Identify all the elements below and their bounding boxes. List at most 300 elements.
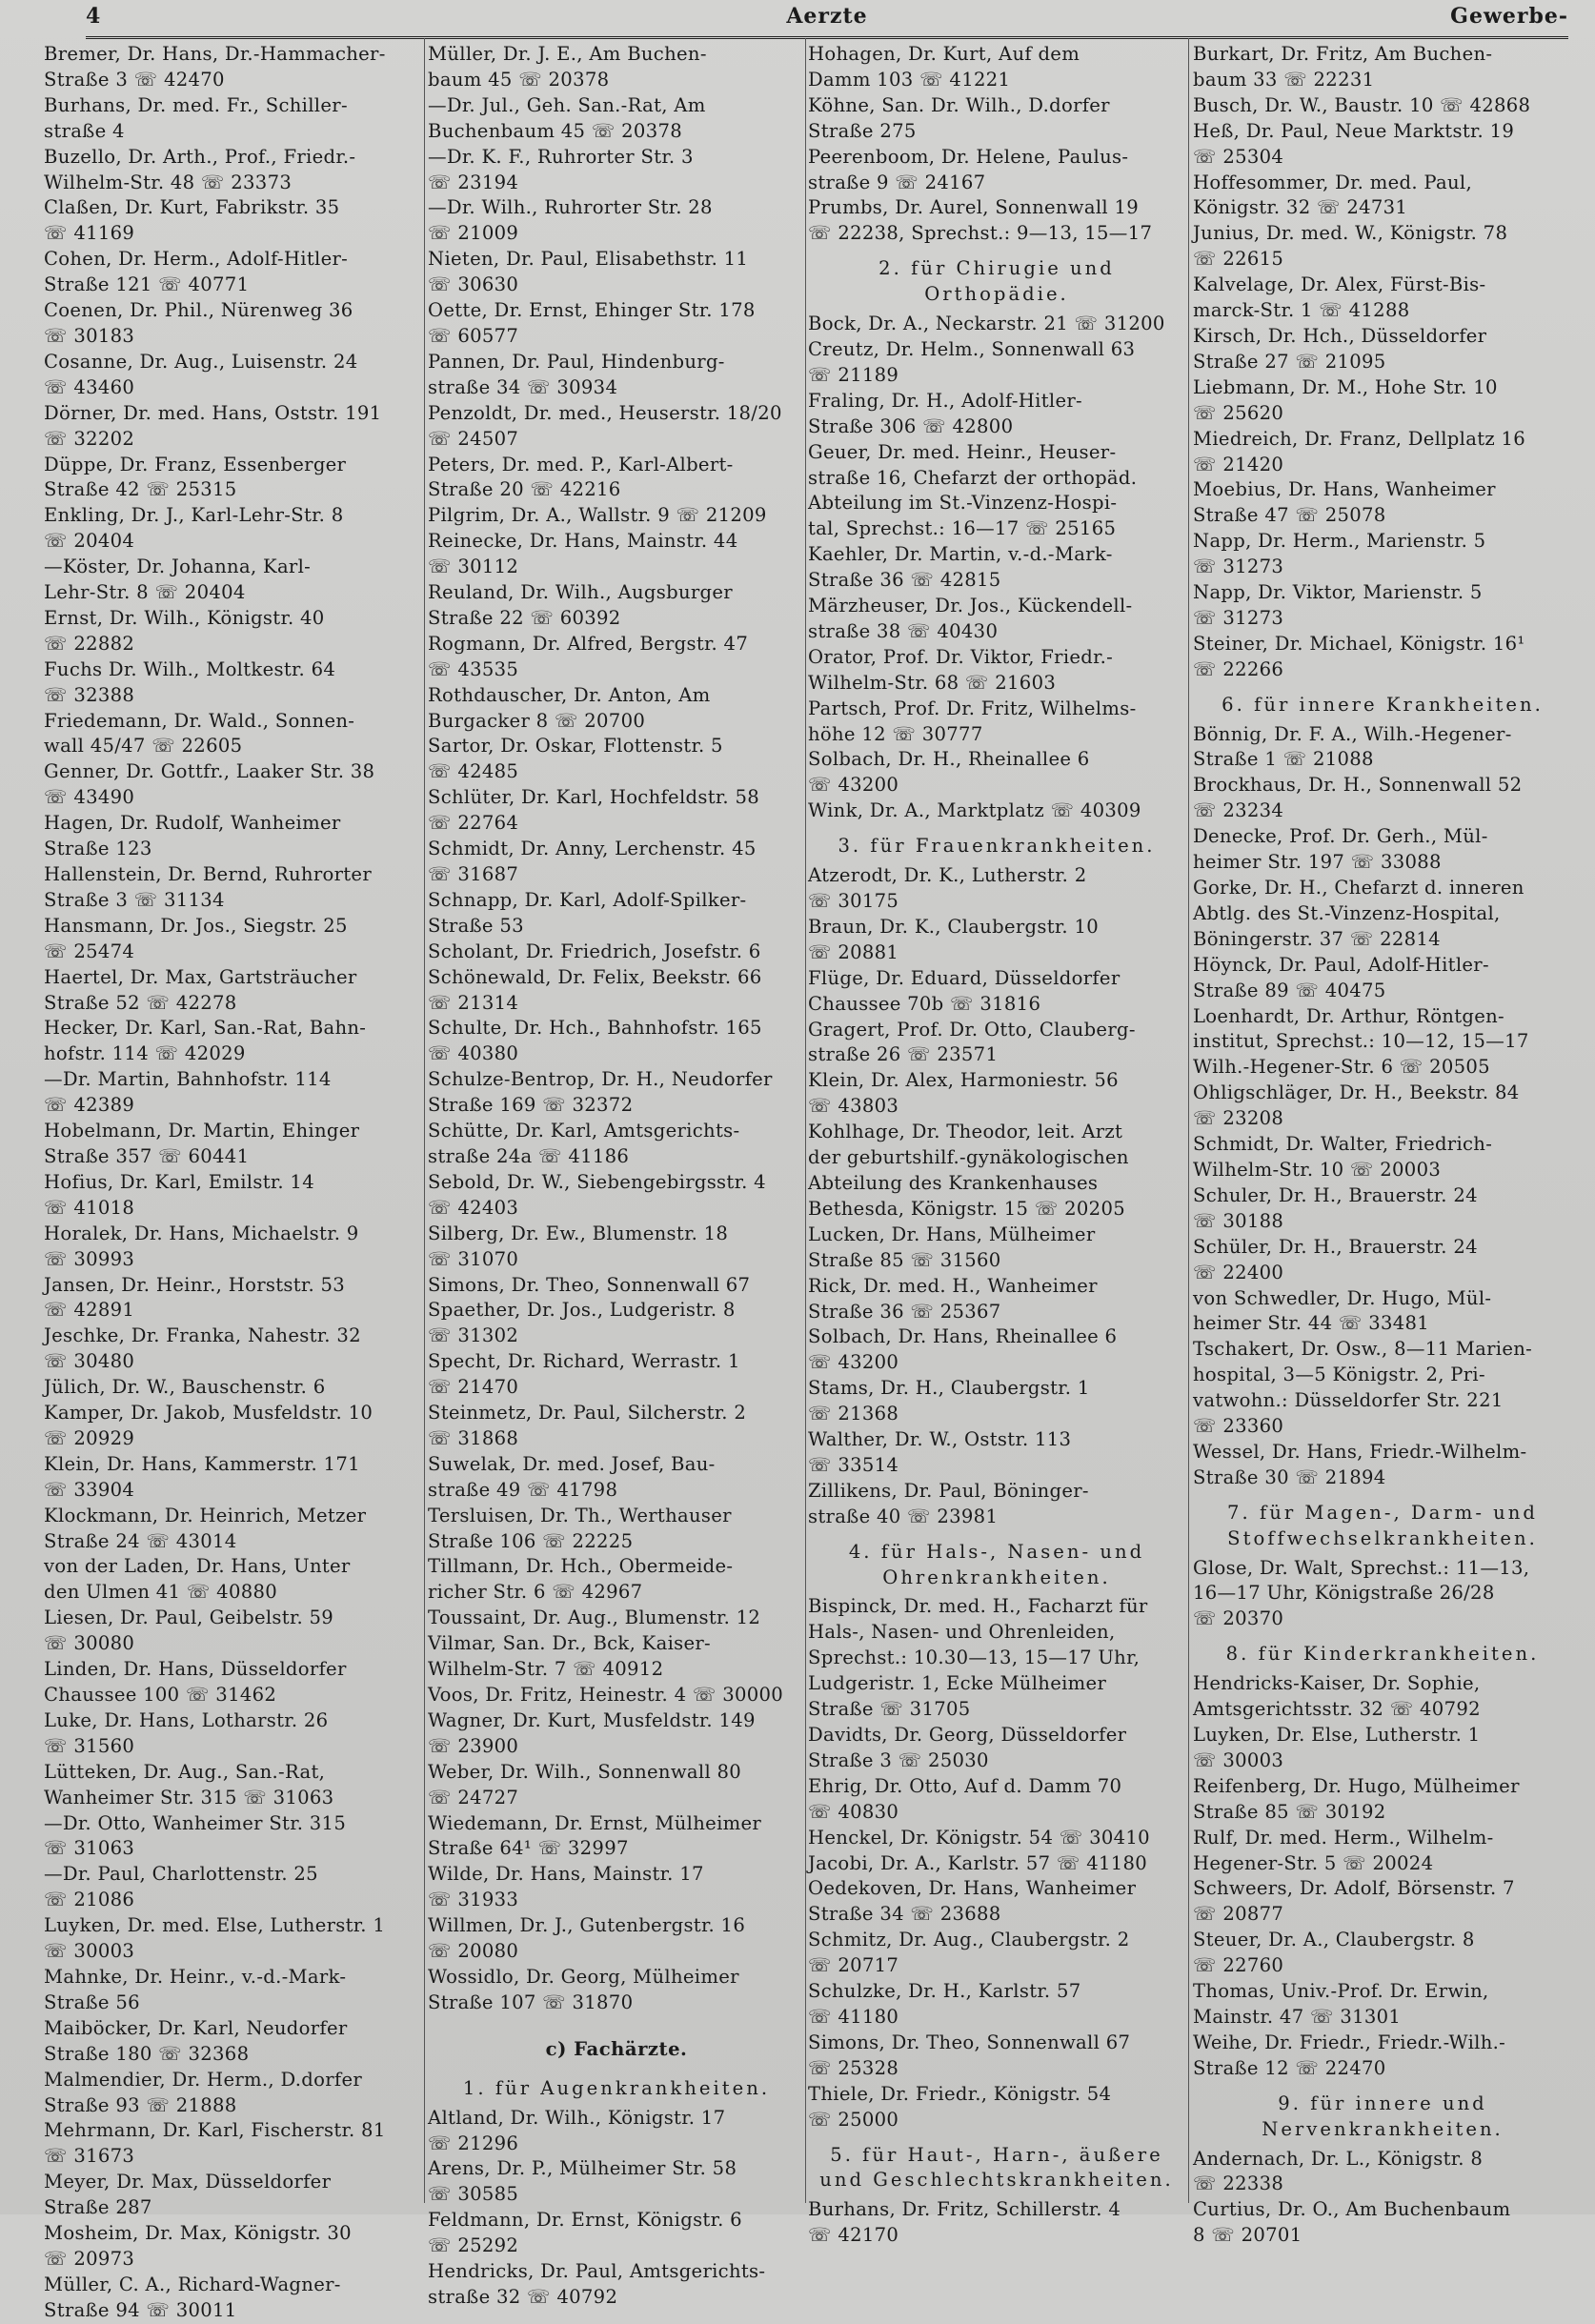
directory-line: Luyken, Dr. Else, Lutherstr. 1 — [1193, 1724, 1481, 1746]
directory-line: Solbach, Dr. H., Rheinallee 6 — [808, 748, 1090, 771]
directory-line: ☏ 30480 — [44, 1350, 135, 1373]
directory-line: straße 24a ☏ 41186 — [428, 1144, 630, 1167]
directory-line: ☏ 20881 — [808, 940, 899, 963]
directory-line: Klockmann, Dr. Heinrich, Metzer — [44, 1504, 367, 1526]
directory-line: ☏ 23194 — [428, 171, 519, 193]
directory-line: Klein, Dr. Alex, Harmoniestr. 56 — [808, 1069, 1119, 1092]
directory-line: Ehrig, Dr. Otto, Auf d. Damm 70 — [808, 1774, 1122, 1797]
directory-line: Wilhelm-Str. 68 ☏ 21603 — [808, 671, 1057, 694]
directory-line: Damm 103 ☏ 41221 — [808, 68, 1011, 91]
directory-line: Miedreich, Dr. Franz, Dellplatz 16 — [1193, 427, 1526, 450]
directory-line: Hobelmann, Dr. Martin, Ehinger — [44, 1120, 360, 1142]
column-rule — [805, 38, 806, 2203]
directory-line: Hofius, Dr. Karl, Emilstr. 14 — [44, 1170, 314, 1193]
directory-line: Schulze-Bentrop, Dr. H., Neudorfer — [428, 1068, 773, 1091]
directory-line: ☏ 30183 — [44, 324, 135, 347]
directory-line: ☏ 22615 — [1193, 248, 1284, 271]
directory-line: Böningerstr. 37 ☏ 22814 — [1193, 927, 1441, 950]
directory-line: Meyer, Dr. Max, Düsseldorfer — [44, 2171, 332, 2193]
directory-line: Straße 53 — [428, 914, 524, 937]
directory-line: Gorke, Dr. H., Chefarzt d. inneren — [1193, 877, 1524, 899]
directory-line: Coenen, Dr. Phil., Nürenweg 36 — [44, 299, 353, 322]
directory-line: straße 34 ☏ 30934 — [428, 375, 618, 398]
directory-line: Scholant, Dr. Friedrich, Josefstr. 6 — [428, 940, 761, 962]
directory-line: Bispinck, Dr. med. H., Facharzt für — [808, 1595, 1148, 1618]
directory-line: Moebius, Dr. Hans, Wanheimer — [1193, 478, 1496, 501]
directory-line: Straße 106 ☏ 22225 — [428, 1529, 634, 1552]
directory-line: 16—17 Uhr, Königstraße 26/28 — [1193, 1582, 1495, 1605]
directory-line: ☏ 41180 — [808, 2005, 899, 2028]
directory-line: Schönewald, Dr. Felix, Beekstr. 66 — [428, 965, 762, 988]
directory-line: ☏ 31273 — [1193, 606, 1284, 629]
directory-line: Straße 89 ☏ 40475 — [1193, 979, 1386, 1001]
directory-line: Hendricks, Dr. Paul, Amtsgerichts- — [428, 2260, 766, 2283]
directory-line: ☏ 23360 — [1193, 1415, 1284, 1438]
directory-line: Schnapp, Dr. Karl, Adolf-Spilker- — [428, 888, 747, 911]
directory-line: Vilmar, San. Dr., Bck, Kaiser- — [428, 1632, 711, 1655]
directory-line: Nieten, Dr. Paul, Elisabethstr. 11 — [428, 248, 749, 271]
directory-line: Horalek, Dr. Hans, Michaelstr. 9 — [44, 1222, 359, 1244]
directory-line: Tersluisen, Dr. Th., Werthauser — [428, 1504, 732, 1526]
directory-line: Steiner, Dr. Michael, Königstr. 16¹ — [1193, 632, 1525, 655]
directory-line: ☏ 30003 — [44, 1940, 135, 1963]
directory-line: Curtius, Dr. O., Am Buchenbaum — [1193, 2198, 1511, 2221]
directory-line: Straße 93 ☏ 21888 — [44, 2093, 237, 2116]
directory-line: ☏ 30188 — [1193, 1209, 1284, 1232]
directory-line: ☏ 30630 — [428, 273, 519, 296]
directory-line: ☏ 21420 — [1193, 453, 1284, 475]
directory-line: ☏ 31868 — [428, 1426, 519, 1449]
directory-line: ☏ 25292 — [428, 2234, 519, 2257]
directory-line: Haertel, Dr. Max, Gartsträucher — [44, 965, 357, 988]
directory-line: Straße 121 ☏ 40771 — [44, 273, 250, 296]
directory-line: Hals-, Nasen- und Ohrenleiden, — [808, 1621, 1116, 1644]
directory-line: Voos, Dr. Fritz, Heinestr. 4 ☏ 30000 — [428, 1684, 784, 1706]
section-heading: 8. für Kinderkrankheiten. — [1225, 1643, 1540, 1666]
directory-line: straße 26 ☏ 23571 — [808, 1043, 999, 1066]
directory-line: hospital, 3—5 Königstr. 2, Pri- — [1193, 1364, 1485, 1386]
directory-line: ☏ 21296 — [428, 2132, 519, 2154]
directory-line: Wilhelm-Str. 10 ☏ 20003 — [1193, 1158, 1442, 1181]
directory-line: Chaussee 70b ☏ 31816 — [808, 992, 1041, 1015]
directory-line: ☏ 31063 — [44, 1837, 135, 1860]
directory-line: Spaether, Dr. Jos., Ludgeristr. 8 — [428, 1299, 736, 1322]
directory-line: Straße 20 ☏ 42216 — [428, 478, 621, 501]
directory-line: Wilhelm-Str. 48 ☏ 23373 — [44, 171, 293, 193]
directory-line: ☏ 33904 — [44, 1478, 135, 1501]
column-1 — [44, 42, 421, 2321]
directory-line: Sartor, Dr. Oskar, Flottenstr. 5 — [428, 735, 723, 758]
directory-line: ☏ 20080 — [428, 1940, 519, 1963]
directory-line: Abteilung im St.-Vinzenz-Hospi- — [808, 492, 1118, 515]
directory-line: Cosanne, Dr. Aug., Luisenstr. 24 — [44, 350, 358, 373]
directory-line: ☏ 30080 — [44, 1632, 135, 1655]
directory-line: Straße 180 ☏ 32368 — [44, 2042, 250, 2065]
directory-line: Burgacker 8 ☏ 20700 — [428, 709, 646, 732]
column-2 — [428, 42, 805, 2308]
directory-line: Chaussee 100 ☏ 31462 — [44, 1684, 277, 1706]
directory-line: Straße 42 ☏ 25315 — [44, 478, 237, 501]
directory-line: Burhans, Dr. Fritz, Schillerstr. 4 — [808, 2198, 1121, 2221]
directory-line: Lucken, Dr. Hans, Mülheimer — [808, 1223, 1096, 1245]
directory-line: Wilde, Dr. Hans, Mainstr. 17 — [428, 1863, 704, 1886]
directory-line: Wink, Dr. A., Marktplatz ☏ 40309 — [808, 799, 1141, 822]
directory-line: ☏ 20717 — [808, 1954, 899, 1977]
directory-line: Schütte, Dr. Karl, Amtsgerichts- — [428, 1120, 740, 1142]
directory-line: höhe 12 ☏ 30777 — [808, 722, 983, 745]
directory-line: Straße 94 ☏ 30011 — [44, 2298, 237, 2321]
directory-line: ☏ 20370 — [1193, 1607, 1284, 1630]
directory-line: Toussaint, Dr. Aug., Blumenstr. 12 — [428, 1607, 761, 1629]
directory-line: ☏ 22760 — [1193, 1954, 1284, 1977]
directory-line: Peerenboom, Dr. Helene, Paulus- — [808, 145, 1129, 168]
directory-line: Ludgeristr. 1, Ecke Mülheimer — [808, 1672, 1107, 1695]
directory-line: Hendricks-Kaiser, Dr. Sophie, — [1193, 1672, 1481, 1695]
directory-line: ☏ 40380 — [428, 1042, 519, 1065]
directory-line: Liebmann, Dr. M., Hohe Str. 10 — [1193, 375, 1498, 398]
directory-line: Thiele, Dr. Friedr., Königstr. 54 — [808, 2082, 1112, 2105]
directory-line: Junius, Dr. med. W., Königstr. 78 — [1193, 222, 1508, 245]
directory-line: 8 ☏ 20701 — [1193, 2224, 1302, 2247]
directory-line: —Dr. Martin, Bahnhofstr. 114 — [44, 1068, 332, 1091]
directory-line: ☏ 30175 — [808, 890, 899, 912]
directory-line: Bönnig, Dr. F. A., Wilh.-Hegener- — [1193, 722, 1512, 745]
directory-line: Malmendier, Dr. Herm., D.dorfer — [44, 2068, 363, 2091]
directory-line: Höynck, Dr. Paul, Adolf-Hitler- — [1193, 953, 1489, 976]
directory-line: Walther, Dr. W., Oststr. 113 — [808, 1428, 1072, 1451]
directory-line: Luke, Dr. Hans, Lotharstr. 26 — [44, 1708, 329, 1731]
directory-line: Reinecke, Dr. Hans, Mainstr. 44 — [428, 530, 738, 553]
directory-line: ☏ 42170 — [808, 2224, 899, 2247]
directory-line: ☏ 40830 — [808, 1800, 899, 1823]
directory-line: Schmitz, Dr. Aug., Claubergstr. 2 — [808, 1929, 1130, 1951]
directory-line: Mainstr. 47 ☏ 31301 — [1193, 2005, 1402, 2028]
directory-line: Wilh.-Hegener-Str. 6 ☏ 20505 — [1193, 1056, 1490, 1079]
directory-line: ☏ 20929 — [44, 1426, 135, 1449]
directory-line: ☏ 32202 — [44, 427, 135, 450]
directory-line: ☏ 22400 — [1193, 1261, 1284, 1283]
directory-line: Düppe, Dr. Franz, Essenberger — [44, 453, 347, 475]
directory-line: Straße 34 ☏ 23688 — [808, 1903, 1001, 1926]
directory-line: Reifenberg, Dr. Hugo, Mülheimer — [1193, 1774, 1520, 1797]
directory-line: Loenhardt, Dr. Arthur, Röntgen- — [1193, 1004, 1504, 1027]
directory-line: ☏ 43535 — [428, 657, 519, 680]
directory-line: Burhans, Dr. med. Fr., Schiller- — [44, 93, 348, 116]
directory-line: Kirsch, Dr. Hch., Düsseldorfer — [1193, 324, 1487, 347]
directory-line: Straße 12 ☏ 22470 — [1193, 2056, 1386, 2079]
directory-line: Schweers, Dr. Adolf, Börsenstr. 7 — [1193, 1877, 1515, 1900]
directory-line: heimer Str. 197 ☏ 33088 — [1193, 851, 1442, 874]
directory-line: Thomas, Univ.-Prof. Dr. Erwin, — [1193, 1980, 1489, 2003]
directory-line: ☏ 43803 — [808, 1095, 899, 1118]
directory-line: Steuer, Dr. A., Claubergstr. 8 — [1193, 1929, 1475, 1951]
directory-line: Schlüter, Dr. Karl, Hochfeldstr. 58 — [428, 786, 759, 809]
directory-line: ☏ 22764 — [428, 812, 519, 835]
directory-line: Jülich, Dr. W., Bauschenstr. 6 — [44, 1376, 326, 1399]
directory-line: Oette, Dr. Ernst, Ehinger Str. 178 — [428, 299, 756, 322]
directory-line: Orator, Prof. Dr. Viktor, Friedr.- — [808, 645, 1114, 668]
directory-line: Bremer, Dr. Hans, Dr.-Hammacher- — [44, 43, 386, 65]
directory-line: Gragert, Prof. Dr. Otto, Clauberg- — [808, 1018, 1136, 1041]
directory-line: Bock, Dr. A., Neckarstr. 21 ☏ 31200 — [808, 313, 1165, 335]
directory-line: Pannen, Dr. Paul, Hindenburg- — [428, 350, 725, 373]
directory-line: ☏ 20404 — [44, 530, 135, 553]
directory-line: ☏ 22338 — [1193, 2172, 1284, 2195]
directory-line: den Ulmen 41 ☏ 40880 — [44, 1581, 278, 1604]
directory-line: Braun, Dr. K., Claubergstr. 10 — [808, 915, 1099, 938]
directory-line: Straße 24 ☏ 43014 — [44, 1529, 237, 1552]
directory-line: ☏ 21189 — [808, 363, 899, 386]
directory-line: Suwelak, Dr. med. Josef, Bau- — [428, 1452, 716, 1475]
directory-line: Hansmann, Dr. Jos., Siegstr. 25 — [44, 914, 348, 937]
directory-line: Weber, Dr. Wilh., Sonnenwall 80 — [428, 1760, 742, 1783]
directory-line: ☏ 31687 — [428, 863, 519, 885]
directory-line: Hegener-Str. 5 ☏ 20024 — [1193, 1851, 1434, 1874]
directory-line: ☏ 25620 — [1193, 401, 1284, 424]
directory-line: ☏ 23208 — [1193, 1107, 1284, 1130]
section-heading: 7. für Magen-, Darm- und Stoffwechselkrankheiten. — [1227, 1501, 1538, 1549]
directory-line: Hallenstein, Dr. Bernd, Ruhrorter — [44, 863, 372, 885]
page-number: 4 — [86, 4, 101, 29]
directory-line: Straße 64¹ ☏ 32997 — [428, 1837, 629, 1860]
directory-line: Altland, Dr. Wilh., Königstr. 17 — [428, 2106, 726, 2129]
directory-line: —Dr. Paul, Charlottenstr. 25 — [44, 1863, 318, 1886]
directory-line: Straße 123 — [44, 838, 152, 860]
directory-line: Peters, Dr. med. P., Karl-Albert- — [428, 453, 734, 475]
directory-line: Köhne, San. Dr. Wilh., D.dorfer — [808, 93, 1110, 116]
directory-line: hofstr. 114 ☏ 42029 — [44, 1042, 246, 1065]
directory-line: Sprechst.: 10.30—13, 15—17 Uhr, — [808, 1647, 1141, 1669]
directory-line: ☏ 24507 — [428, 427, 519, 450]
directory-line: Linden, Dr. Hans, Düsseldorfer — [44, 1658, 347, 1681]
directory-line: Partsch, Prof. Dr. Fritz, Wilhelms- — [808, 697, 1137, 719]
directory-line: Hecker, Dr. Karl, San.-Rat, Bahn- — [44, 1017, 367, 1040]
directory-line: Rogmann, Dr. Alfred, Bergstr. 47 — [428, 632, 749, 655]
directory-line: Ernst, Dr. Wilh., Königstr. 40 — [44, 606, 325, 629]
directory-line: —Köster, Dr. Johanna, Karl- — [44, 556, 312, 578]
directory-line: Reuland, Dr. Wilh., Augsburger — [428, 581, 733, 604]
directory-line: Willmen, Dr. J., Gutenbergstr. 16 — [428, 1914, 746, 1937]
directory-line: Straße 287 — [44, 2196, 152, 2219]
directory-line: Schuler, Dr. H., Brauerstr. 24 — [1193, 1183, 1478, 1206]
directory-line: Abteilung des Krankenhauses — [808, 1171, 1099, 1194]
directory-line: Buchenbaum 45 ☏ 20378 — [428, 119, 682, 142]
directory-line: der geburtshilf.-gynäkologischen — [808, 1146, 1129, 1169]
directory-line: ☏ 41169 — [44, 222, 135, 245]
directory-line: von Schwedler, Dr. Hugo, Mül- — [1193, 1286, 1492, 1309]
section-heading: 3. für Frauenkrankheiten. — [838, 835, 1156, 858]
directory-line: Kamper, Dr. Jakob, Musfeldstr. 10 — [44, 1402, 374, 1425]
directory-line: ☏ 41018 — [44, 1196, 135, 1219]
directory-line: Straße 275 — [808, 119, 917, 142]
section-heading: 2. für Chirugie und Orthopädie. — [878, 257, 1115, 306]
directory-line: Henckel, Dr. Königstr. 54 ☏ 30410 — [808, 1826, 1150, 1849]
directory-line: Oedekoven, Dr. Hans, Wanheimer — [808, 1877, 1137, 1900]
directory-line: ☏ 42389 — [44, 1094, 135, 1117]
directory-line: Hagen, Dr. Rudolf, Wanheimer — [44, 812, 341, 835]
directory-line: straße 38 ☏ 40430 — [808, 619, 999, 642]
running-head: Gewerbe- — [1450, 4, 1568, 29]
subsection-heading: c) Fachärzte. — [545, 2037, 688, 2060]
directory-line: Rothdauscher, Dr. Anton, Am — [428, 683, 711, 706]
directory-line: ☏ 43200 — [808, 774, 899, 797]
directory-line: ☏ 22882 — [44, 632, 135, 655]
directory-line: —Dr. K. F., Ruhrorter Str. 3 — [428, 145, 694, 168]
directory-line: Märzheuser, Dr. Jos., Kückendell- — [808, 595, 1133, 617]
directory-line: ☏ 30003 — [1193, 1748, 1284, 1771]
directory-line: ☏ 21314 — [428, 991, 519, 1014]
directory-line: ☏ 20877 — [1193, 1903, 1284, 1926]
directory-line: ☏ 31302 — [428, 1324, 519, 1347]
directory-line: Rick, Dr. med. H., Wanheimer — [808, 1274, 1098, 1297]
directory-line: Straße 47 ☏ 25078 — [1193, 504, 1386, 527]
directory-line: Mehrmann, Dr. Karl, Fischerstr. 81 — [44, 2119, 386, 2142]
directory-line: Liesen, Dr. Paul, Geibelstr. 59 — [44, 1607, 334, 1629]
column-rule — [1188, 38, 1189, 2203]
column-3 — [808, 42, 1185, 2247]
directory-line: Creutz, Dr. Helm., Sonnenwall 63 — [808, 337, 1136, 360]
directory-line: Straße 56 — [44, 1991, 140, 2013]
directory-line: ☏ 21086 — [44, 1889, 135, 1911]
directory-line: Straße 357 ☏ 60441 — [44, 1144, 250, 1167]
directory-line: —Dr. Wilh., Ruhrorter Str. 28 — [428, 196, 713, 219]
directory-line: marck-Str. 1 ☏ 41288 — [1193, 299, 1410, 322]
column-rule — [424, 38, 425, 2203]
directory-line: ☏ 43460 — [44, 375, 135, 398]
directory-line: Hoffesommer, Dr. med. Paul, — [1193, 171, 1473, 193]
directory-line: straße 9 ☏ 24167 — [808, 171, 986, 193]
directory-line: Burkart, Dr. Fritz, Am Buchen- — [1193, 43, 1493, 65]
directory-line: Zillikens, Dr. Paul, Böninger- — [808, 1479, 1089, 1502]
directory-line: Weihe, Dr. Friedr., Friedr.-Wilh.- — [1193, 2031, 1506, 2053]
directory-line: straße 4 — [44, 119, 125, 142]
directory-line: ☏ 23234 — [1193, 799, 1284, 822]
directory-line: Schmidt, Dr. Anny, Lerchenstr. 45 — [428, 838, 757, 860]
page-title: Aerzte — [786, 4, 868, 29]
directory-line: wall 45/47 ☏ 22605 — [44, 735, 243, 758]
directory-line: Jeschke, Dr. Franka, Nahestr. 32 — [44, 1324, 361, 1347]
directory-line: Simons, Dr. Theo, Sonnenwall 67 — [808, 2031, 1131, 2053]
directory-line: Andernach, Dr. L., Königstr. 8 — [1193, 2147, 1484, 2170]
directory-line: Klein, Dr. Hans, Kammerstr. 171 — [44, 1452, 360, 1475]
directory-line: Specht, Dr. Richard, Werrastr. 1 — [428, 1350, 740, 1373]
directory-line: Straße 30 ☏ 21894 — [1193, 1465, 1386, 1488]
directory-line: ☏ 31070 — [428, 1247, 519, 1270]
directory-line: ☏ 23900 — [428, 1734, 519, 1757]
section-heading: 9. für innere und Nervenkrankheiten. — [1262, 2092, 1504, 2140]
directory-line: Wossidlo, Dr. Georg, Mülheimer — [428, 1965, 739, 1988]
directory-line: Straße 306 ☏ 42800 — [808, 414, 1014, 437]
directory-line: Wanheimer Str. 315 ☏ 31063 — [44, 1786, 334, 1809]
directory-line: Straße 3 ☏ 25030 — [808, 1748, 989, 1771]
directory-line: richer Str. 6 ☏ 42967 — [428, 1581, 643, 1604]
directory-line: baum 33 ☏ 22231 — [1193, 68, 1375, 91]
directory-line: Rulf, Dr. med. Herm., Wilhelm- — [1193, 1826, 1494, 1849]
directory-line: Fraling, Dr. H., Adolf-Hitler- — [808, 389, 1082, 412]
directory-line: Straße 1 ☏ 21088 — [1193, 748, 1374, 771]
directory-line: Davidts, Dr. Georg, Düsseldorfer — [808, 1724, 1127, 1746]
directory-line: straße 40 ☏ 23981 — [808, 1505, 999, 1527]
directory-line: Simons, Dr. Theo, Sonnenwall 67 — [428, 1273, 751, 1296]
directory-line: Schulzke, Dr. H., Karlstr. 57 — [808, 1980, 1081, 2003]
section-heading: 4. für Hals-, Nasen- und Ohrenkrankheiten. — [848, 1540, 1145, 1588]
column-4 — [1193, 42, 1572, 2247]
directory-line: Straße 169 ☏ 32372 — [428, 1094, 634, 1117]
directory-line: Mahnke, Dr. Heinr., v.-d.-Mark- — [44, 1965, 347, 1988]
directory-line: —Dr. Jul., Geh. San.-Rat, Am — [428, 93, 706, 116]
directory-line: Straße 36 ☏ 25367 — [808, 1300, 1001, 1323]
directory-line: Schulte, Dr. Hch., Bahnhofstr. 165 — [428, 1017, 762, 1040]
directory-line: ☏ 60577 — [428, 324, 519, 347]
directory-line: Straße 85 ☏ 31560 — [808, 1248, 1001, 1271]
directory-line: ☏ 22238, Sprechst.: 9—13, 15—17 — [808, 222, 1153, 245]
directory-line: Wessel, Dr. Hans, Friedr.-Wilhelm- — [1193, 1440, 1527, 1463]
directory-line: ☏ 24727 — [428, 1786, 519, 1809]
directory-line: Jacobi, Dr. A., Karlstr. 57 ☏ 41180 — [808, 1851, 1148, 1874]
directory-line: Friedemann, Dr. Wald., Sonnen- — [44, 709, 355, 732]
directory-line: ☏ 43200 — [808, 1351, 899, 1374]
directory-line: Straße 22 ☏ 60392 — [428, 606, 621, 629]
directory-line: Arens, Dr. P., Mülheimer Str. 58 — [428, 2157, 737, 2180]
directory-line: Straße 52 ☏ 42278 — [44, 991, 237, 1014]
directory-line: Dörner, Dr. med. Hans, Oststr. 191 — [44, 401, 382, 424]
directory-line: ☏ 42485 — [428, 760, 519, 783]
directory-line: Wilhelm-Str. 7 ☏ 40912 — [428, 1658, 664, 1681]
directory-line: straße 16, Chefarzt der orthopäd. — [808, 466, 1138, 489]
directory-line: ☏ 25474 — [44, 940, 135, 962]
directory-line: ☏ 25304 — [1193, 145, 1284, 168]
directory-line: ☏ 30993 — [44, 1247, 135, 1270]
directory-line: Jansen, Dr. Heinr., Horststr. 53 — [44, 1273, 346, 1296]
section-heading: 1. für Augenkrankheiten. — [462, 2076, 771, 2099]
directory-line: Wagner, Dr. Kurt, Musfeldstr. 149 — [428, 1708, 756, 1731]
directory-line: ☏ 31673 — [44, 2145, 135, 2168]
directory-line: —Dr. Otto, Wanheimer Str. 315 — [44, 1811, 347, 1834]
directory-line: Kaehler, Dr. Martin, v.-d.-Mark- — [808, 543, 1113, 566]
directory-line: Feldmann, Dr. Ernst, Königstr. 6 — [428, 2209, 742, 2232]
directory-line: Schüler, Dr. H., Brauerstr. 24 — [1193, 1235, 1478, 1258]
directory-line: Denecke, Prof. Dr. Gerh., Mül- — [1193, 825, 1488, 848]
directory-line: Pilgrim, Dr. A., Wallstr. 9 ☏ 21209 — [428, 504, 767, 527]
directory-line: Penzoldt, Dr. med., Heuserstr. 18/20 — [428, 401, 782, 424]
directory-line: Kohlhage, Dr. Theodor, leit. Arzt — [808, 1121, 1123, 1143]
directory-line: Solbach, Dr. Hans, Rheinallee 6 — [808, 1325, 1118, 1348]
directory-line: ☏ 22266 — [1193, 657, 1284, 680]
directory-line: Straße 3 ☏ 42470 — [44, 68, 225, 91]
directory-line: Lütteken, Dr. Aug., San.-Rat, — [44, 1760, 326, 1783]
directory-line: Atzerodt, Dr. K., Lutherstr. 2 — [808, 864, 1087, 887]
directory-line: baum 45 ☏ 20378 — [428, 68, 610, 91]
directory-line: Kalvelage, Dr. Alex, Fürst-Bis- — [1193, 273, 1486, 296]
directory-line: Stams, Dr. H., Claubergstr. 1 — [808, 1377, 1090, 1400]
directory-line: Straße 85 ☏ 30192 — [1193, 1800, 1386, 1823]
directory-line: Maiböcker, Dr. Karl, Neudorfer — [44, 2016, 348, 2039]
directory-line: ☏ 30585 — [428, 2183, 519, 2206]
directory-line: Königstr. 32 ☏ 24731 — [1193, 196, 1408, 219]
directory-line: Tschakert, Dr. Osw., 8—11 Marien- — [1193, 1338, 1533, 1361]
directory-line: Brockhaus, Dr. H., Sonnenwall 52 — [1193, 774, 1523, 797]
directory-line: Glose, Dr. Walt, Sprechst.: 11—13, — [1193, 1556, 1530, 1579]
directory-line: Prumbs, Dr. Aurel, Sonnenwall 19 — [808, 196, 1140, 219]
directory-line: ☏ 31273 — [1193, 556, 1284, 578]
directory-line: Hohagen, Dr. Kurt, Auf dem — [808, 43, 1080, 65]
directory-line: Flüge, Dr. Eduard, Düsseldorfer — [808, 966, 1121, 989]
directory-line: Napp, Dr. Viktor, Marienstr. 5 — [1193, 581, 1483, 604]
directory-line: Heß, Dr. Paul, Neue Marktstr. 19 — [1193, 119, 1515, 142]
directory-line: Mosheim, Dr. Max, Königstr. 30 — [44, 2222, 352, 2245]
directory-line: Müller, C. A., Richard-Wagner- — [44, 2273, 341, 2295]
directory-line: ☏ 43490 — [44, 786, 135, 809]
